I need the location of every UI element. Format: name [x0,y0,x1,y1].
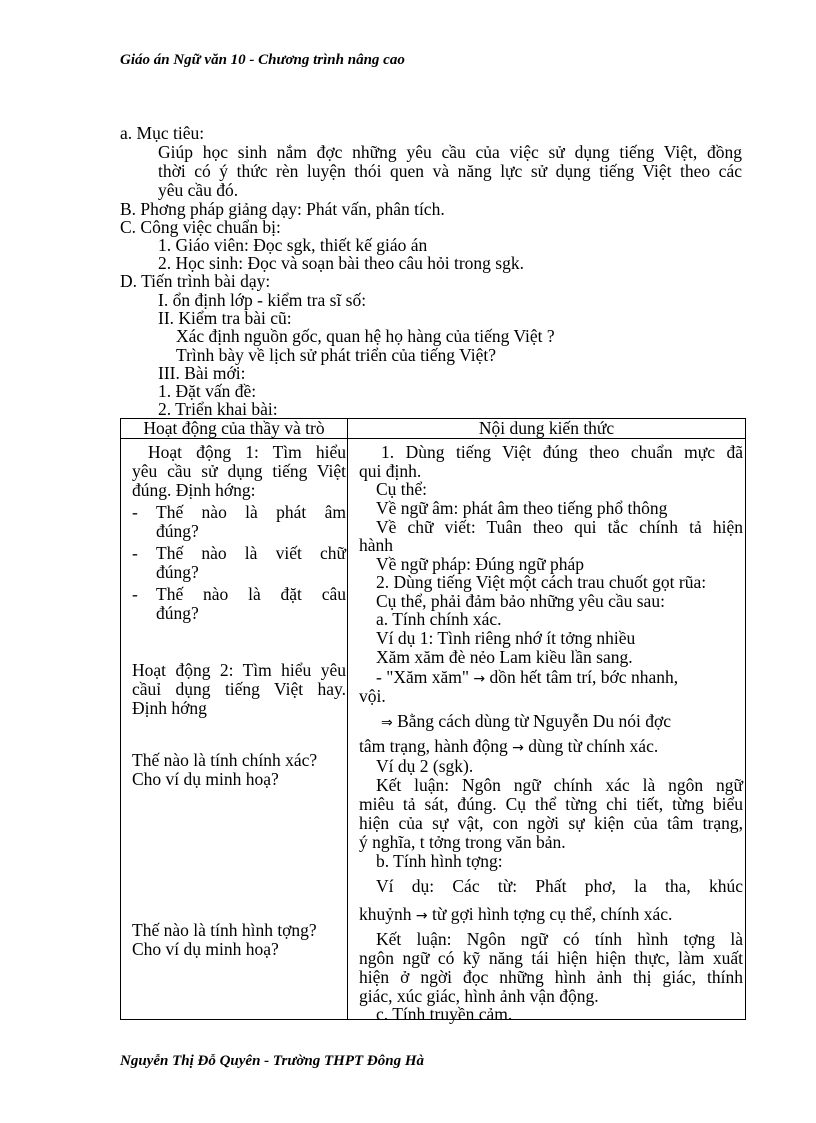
example-explanation: dồn hết tâm trí, bớc nhanh, [489,667,679,687]
header-teacher-activities: Hoạt động của thầy và trò [121,419,348,439]
example-explanation: dùng từ chính xác. [528,736,659,756]
example-word: khuỷnh [359,904,412,924]
conclusion-text: Bằng cách dùng từ Nguyễn Du nói đợc [397,711,671,731]
content-line: qui định. [359,461,422,481]
table-body-row [121,439,746,1020]
activity-1-line: đúng. Định hớng: [132,480,256,500]
bullet-question: đúng? [156,603,199,623]
progress-item: 2. Triển khai bài: [158,399,278,419]
progress-heading: D. Tiến trình bài dạy: [120,271,271,291]
example-word: - "Xăm xăm" [376,667,470,687]
content-line [376,668,678,689]
content-line: hiện ở ngời đọc những hình ảnh thị giác, thính [359,967,743,987]
preparation-item: 1. Giáo viên: Đọc sgk, thiết kế giáo án [158,235,428,255]
content-line: Kết luận: Ngôn ngữ chính xác là ngôn ngữ [376,775,743,795]
content-line: a. Tính chính xác. [376,609,502,629]
double-arrow-icon: ⇒ [381,715,393,731]
preparation-heading: C. Công việc chuẩn bị: [120,217,281,237]
bullet-question: Thế nào là viết chữ [156,543,346,563]
content-line [359,737,658,758]
teacher-activities-cell [121,439,348,1020]
content-line: giác, xúc giác, hình ảnh vận động. [359,986,599,1006]
example-explanation: từ gợi hình tợng cụ thể, chính xác. [431,904,673,924]
content-line: c. Tính truyền cảm. [376,1004,513,1024]
review-question: Xác định nguồn gốc, quan hệ họ hàng của tiếng Việt ? [176,326,555,346]
content-line: Về ngữ âm: phát âm theo tiếng phổ thông [376,498,668,518]
page-footer: Nguyễn Thị Đỗ Quyên - Trường THPT Đông Hà [120,1053,424,1069]
bullet-dash: - [132,502,138,522]
table-header-row [121,419,746,439]
activity-2-line: Định hớng [132,698,207,718]
content-line: Xăm xăm đè nẻo Lam kiều lần sang. [376,647,633,667]
right-arrow-icon: → [415,908,428,924]
right-arrow-icon: → [473,671,486,687]
content-line: Cụ thể, phải đảm bảo những yêu cầu sau: [376,591,665,611]
content-line: Về chữ viết: Tuân theo qui tắc chính tả hiện [376,517,743,537]
progress-item: II. Kiểm tra bài cũ: [158,308,292,328]
content-line: hiện của sự vật, con ngời sự kiện của tâm trạng, [359,813,743,833]
content-line: hành [359,535,394,555]
objective-line: yêu cầu đó. [158,180,239,200]
activity-1-line: yêu cầu sử dụng tiếng Việt [132,461,346,481]
bullet-question: Thế nào là đặt câu [156,584,346,604]
content-line [381,712,671,733]
content-line [359,905,672,926]
content-line: 2. Dùng tiếng Việt một cách trau chuốt gọt rũa: [376,572,707,592]
preparation-item: 2. Học sinh: Đọc và soạn bài theo câu hỏi trong sgk. [158,253,524,273]
bullet-dash: - [132,584,138,604]
activity-1-line: Hoạt động 1: Tìm hiểu [148,442,346,462]
content-line: miêu tả sát, đúng. Cụ thể từng chi tiết, từng biểu [359,794,743,814]
objective-line: thời có ý thức rèn luyện thói quen và năng lực sử dụng tiếng Việt theo các [158,161,742,181]
progress-item: III. Bài mới: [158,363,246,383]
teaching-method: B. Phơng pháp giảng dạy: Phát vấn, phân tích. [120,199,445,219]
bullet-question: đúng? [156,521,199,541]
content-line: Về ngữ pháp: Đúng ngữ pháp [376,554,585,574]
progress-item: 1. Đặt vấn đề: [158,381,257,401]
activity-2-line: Hoạt động 2: Tìm hiểu yêu [132,660,346,680]
knowledge-content-cell [348,439,746,1024]
review-question: Trình bày về lịch sử phát triển của tiếng Việt? [176,345,496,365]
content-line: b. Tính hình tợng: [376,851,503,871]
content-line: Ví dụ 1: Tình riêng nhớ ít tởng nhiều [376,628,636,648]
objective-line: Giúp học sinh nắm đợc những yêu cầu của việc sử dụng tiếng Việt, đồng [158,142,742,162]
right-arrow-icon: → [512,740,524,756]
objective-heading: a. Mục tiêu: [120,123,205,143]
content-line: Cụ thể: [376,479,428,499]
question-imagery: Thế nào là tính hình tợng? [132,920,317,940]
question-accuracy: Cho ví dụ minh hoạ? [132,769,279,789]
content-line: Ví dụ: Các từ: Phất phơ, la tha, khúc [376,876,743,896]
content-line: vội. [359,686,386,706]
content-line: ý nghĩa, t tởng trong văn bản. [359,832,566,852]
progress-item: I. ổn định lớp - kiểm tra sĩ số: [158,290,367,310]
content-line: ngôn ngữ có kỹ năng tái hiện hiện thực, làm xuất [359,948,743,968]
example-word: tâm trạng, hành động [359,736,508,756]
activity-2-line: cầuỉ dụng tiếng Việt hay. [132,679,346,699]
header-knowledge-content: Nội dung kiến thức [348,419,746,439]
content-line: Ví dụ 2 (sgk). [376,756,474,776]
page-header: Giáo án Ngữ văn 10 - Chương trình nâng cao [120,52,405,68]
bullet-dash: - [132,543,138,563]
content-line: 1. Dùng tiếng Việt đúng theo chuẩn mực đã [381,442,743,462]
bullet-question: đúng? [156,562,199,582]
lesson-table [120,418,746,1024]
bullet-question: Thế nào là phát âm [156,502,346,522]
content-line: Kết luận: Ngôn ngữ có tính hình tợng là [376,929,743,949]
question-imagery: Cho ví dụ minh hoạ? [132,939,279,959]
question-accuracy: Thế nào là tính chính xác? [132,750,318,770]
